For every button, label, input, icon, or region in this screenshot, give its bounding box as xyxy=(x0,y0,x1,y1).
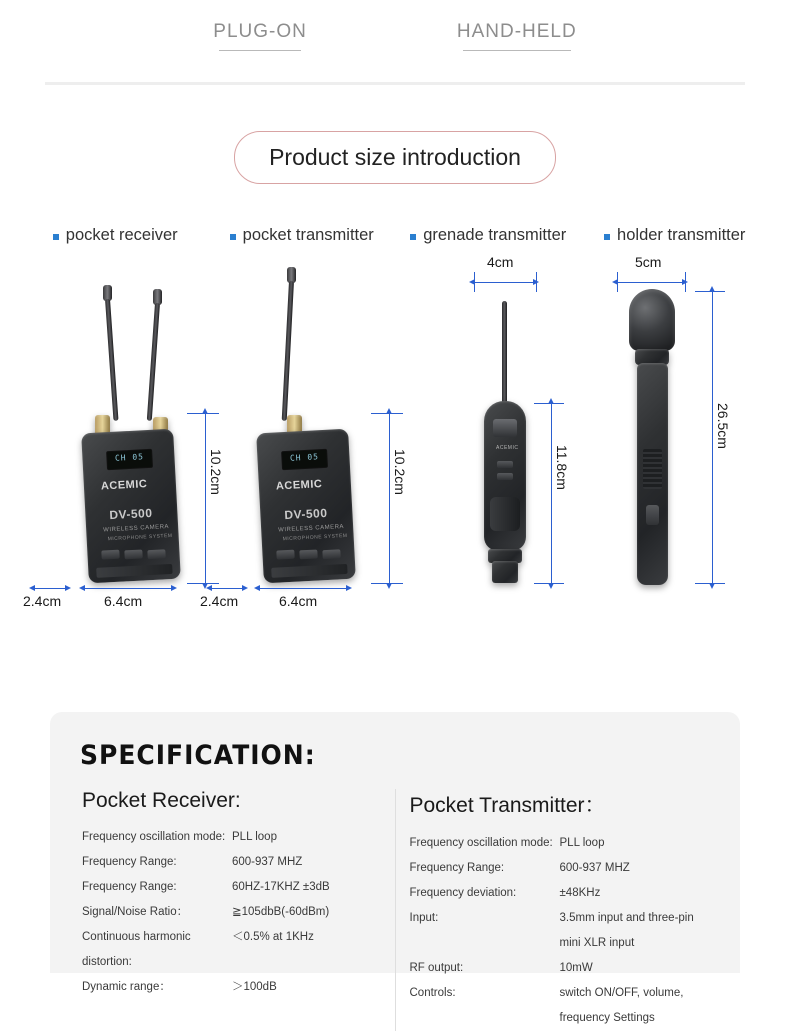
antenna-right-icon xyxy=(147,303,160,421)
spec-key: Frequency Range: xyxy=(409,862,505,874)
product-figure-pocket-receiver xyxy=(22,263,224,663)
height-dim-tick-bottom xyxy=(695,583,725,584)
spec-column-pocket-transmitter xyxy=(395,789,723,1031)
product-figure-holder-transmitter xyxy=(593,254,790,663)
section-title-wrapper xyxy=(0,131,790,184)
width-dim-line xyxy=(474,282,536,283)
spec-row xyxy=(410,856,709,881)
width-dim-tick-left xyxy=(474,272,475,292)
lcd-screen xyxy=(281,449,328,470)
microphone-grille xyxy=(629,289,675,351)
xlr-connector xyxy=(492,561,518,583)
spec-value: ≧105dbB(-60dBm) xyxy=(232,906,330,918)
lcd-screen xyxy=(106,449,153,470)
device-button xyxy=(322,549,340,559)
spec-value: PLL loop xyxy=(232,831,277,843)
width-dim-tick-left xyxy=(617,272,618,292)
top-tab-bar xyxy=(0,0,790,68)
depth-dim-arrow-left xyxy=(206,585,212,591)
product-label-text: holder transmitter xyxy=(617,226,746,244)
width-dim-label: 6.4cm xyxy=(279,593,318,609)
depth-dim-arrow-left xyxy=(29,585,35,591)
height-dim-tick-top xyxy=(695,291,725,292)
brand-text: ACEMIC xyxy=(275,478,323,493)
spec-row xyxy=(82,875,381,900)
product-diagram-area xyxy=(0,254,790,663)
product-figure-pocket-transmitter xyxy=(200,263,416,663)
grip-section xyxy=(490,497,520,531)
model-text: DV-500 xyxy=(284,505,328,523)
control-panel xyxy=(493,419,517,437)
product-label-pocket-receiver xyxy=(22,226,209,245)
height-dim-line xyxy=(712,291,713,583)
height-dim-tick-bottom xyxy=(371,583,403,584)
spec-key: Frequency Range: xyxy=(82,881,177,893)
spec-row xyxy=(410,956,709,981)
lcd-text: CH 05 xyxy=(289,452,320,463)
page-title: Product size introduction xyxy=(234,131,556,184)
model-sub1: WIRELESS CAMERA xyxy=(278,524,345,534)
spec-value: 60HZ-17KHZ ±3dB xyxy=(232,881,330,893)
spec-row xyxy=(410,906,709,956)
spec-value: PLL loop xyxy=(559,837,605,849)
spec-row xyxy=(82,900,381,925)
spec-value: 600-937 MHZ xyxy=(232,856,303,868)
bullet-icon xyxy=(604,234,610,240)
device-button xyxy=(299,549,317,559)
device-button xyxy=(147,549,165,559)
height-dim-line xyxy=(551,403,552,583)
spec-key: RF output: xyxy=(409,962,464,974)
product-label-pocket-transmitter xyxy=(209,226,396,245)
device-button xyxy=(101,550,119,560)
height-dim-label: 26.5cm xyxy=(715,403,731,449)
display-window xyxy=(643,449,662,489)
width-dim-line xyxy=(617,282,685,283)
spec-key: Dynamic range： xyxy=(82,981,171,993)
spec-value: 10mW xyxy=(559,962,593,974)
spec-column-pocket-receiver xyxy=(68,789,395,1031)
width-dim-arrow-left xyxy=(254,585,260,591)
tab-hand-held[interactable]: HAND-HELD xyxy=(457,21,577,53)
spec-key: Input: xyxy=(409,912,439,924)
product-figure-grenade-transmitter xyxy=(416,254,613,663)
device-button xyxy=(497,473,513,480)
width-dim-label: 5cm xyxy=(635,254,662,270)
receiver-body xyxy=(81,429,181,584)
product-labels-row xyxy=(0,226,790,245)
spec-value: switch ON/OFF, volume, frequency Settings xyxy=(559,987,684,1024)
height-dim-label: 11.8cm xyxy=(554,445,570,490)
product-label-grenade-transmitter xyxy=(395,226,582,245)
microphone-handle xyxy=(637,363,668,585)
spec-row xyxy=(410,981,709,1031)
depth-dim-line xyxy=(34,588,68,589)
spec-value: 3.5mm input and three-pin mini XLR input xyxy=(559,912,694,949)
spec-key: Controls: xyxy=(409,987,456,999)
width-dim-label: 4cm xyxy=(487,254,514,270)
spec-key: Continuous harmonic distortion: xyxy=(82,931,191,968)
product-label-holder-transmitter xyxy=(582,226,769,245)
device-button xyxy=(124,549,142,559)
height-dim-tick-top xyxy=(534,403,564,404)
height-dim-tick-bottom xyxy=(534,583,564,584)
width-dim-arrow-right xyxy=(346,585,352,591)
header-divider xyxy=(45,82,745,85)
specification-title: SPECIFICATION: xyxy=(80,740,316,771)
bullet-icon xyxy=(53,234,59,240)
depth-dim-label: 2.4cm xyxy=(200,593,239,609)
depth-dim-label: 2.4cm xyxy=(23,593,62,609)
spec-key: Frequency oscillation mode: xyxy=(409,837,553,849)
spec-value: ＞100dB xyxy=(232,981,277,993)
bullet-icon xyxy=(410,234,416,240)
spec-key: Frequency oscillation mode: xyxy=(82,831,226,843)
spec-row xyxy=(82,975,381,1000)
width-dim-label: 6.4cm xyxy=(104,593,143,609)
spec-row xyxy=(82,925,381,975)
model-text: DV-500 xyxy=(109,505,153,523)
spec-value: 600-937 MHZ xyxy=(559,862,630,874)
product-label-text: grenade transmitter xyxy=(423,226,567,244)
device-button xyxy=(276,550,294,560)
width-dim-line xyxy=(259,588,349,589)
specification-panel xyxy=(50,712,740,1024)
width-dim-arrow-left xyxy=(79,585,85,591)
spec-row xyxy=(410,831,709,856)
antenna-left-icon xyxy=(105,299,118,421)
spec-key: Frequency deviation: xyxy=(409,887,517,899)
bullet-icon xyxy=(230,234,236,240)
height-dim-tick-bottom xyxy=(187,583,219,584)
depth-dim-arrow-right xyxy=(242,585,248,591)
specification-columns xyxy=(68,789,722,1031)
belt-clip xyxy=(271,564,347,578)
spec-column-heading: Pocket Receiver: xyxy=(82,789,241,812)
model-sub2: MICROPHONE SYSTEM xyxy=(107,532,173,543)
spec-key: Signal/Noise Ratio： xyxy=(82,906,189,918)
product-label-text: pocket receiver xyxy=(65,226,178,244)
model-sub2: MICROPHONE SYSTEM xyxy=(282,532,348,543)
spec-row xyxy=(410,881,709,906)
width-dim-tick-right xyxy=(685,272,686,292)
lcd-text: CH 05 xyxy=(114,452,145,463)
belt-clip xyxy=(96,564,172,578)
spec-key: Frequency Range: xyxy=(82,856,177,868)
antenna-icon xyxy=(502,301,507,409)
height-dim-line xyxy=(205,413,206,583)
depth-dim-arrow-right xyxy=(65,585,71,591)
width-dim-arrow-right xyxy=(171,585,177,591)
grenade-body xyxy=(484,401,526,551)
width-dim-tick-right xyxy=(536,272,537,292)
spec-value: ±48KHz xyxy=(559,887,601,899)
product-label-text: pocket transmitter xyxy=(242,226,374,244)
height-dim-tick-top xyxy=(371,413,403,414)
spec-row xyxy=(82,850,381,875)
antenna-icon xyxy=(282,281,294,421)
transmitter-body xyxy=(256,429,356,584)
height-dim-line xyxy=(389,413,390,583)
depth-dim-line xyxy=(211,588,245,589)
height-dim-label: 10.2cm xyxy=(208,449,224,495)
height-dim-tick-top xyxy=(187,413,219,414)
width-dim-line xyxy=(84,588,174,589)
device-button xyxy=(497,461,513,468)
model-sub1: WIRELESS CAMERA xyxy=(103,524,170,534)
spec-row xyxy=(82,825,381,850)
device-marking: ACEMIC xyxy=(496,445,519,451)
power-button xyxy=(646,505,659,525)
spec-value: ＜0.5% at 1KHz xyxy=(232,931,314,943)
brand-text: ACEMIC xyxy=(100,478,148,493)
tab-plug-on[interactable]: PLUG-ON xyxy=(213,21,307,53)
height-dim-label: 10.2cm xyxy=(392,449,408,495)
spec-column-heading: Pocket Transmitter： xyxy=(409,794,606,817)
